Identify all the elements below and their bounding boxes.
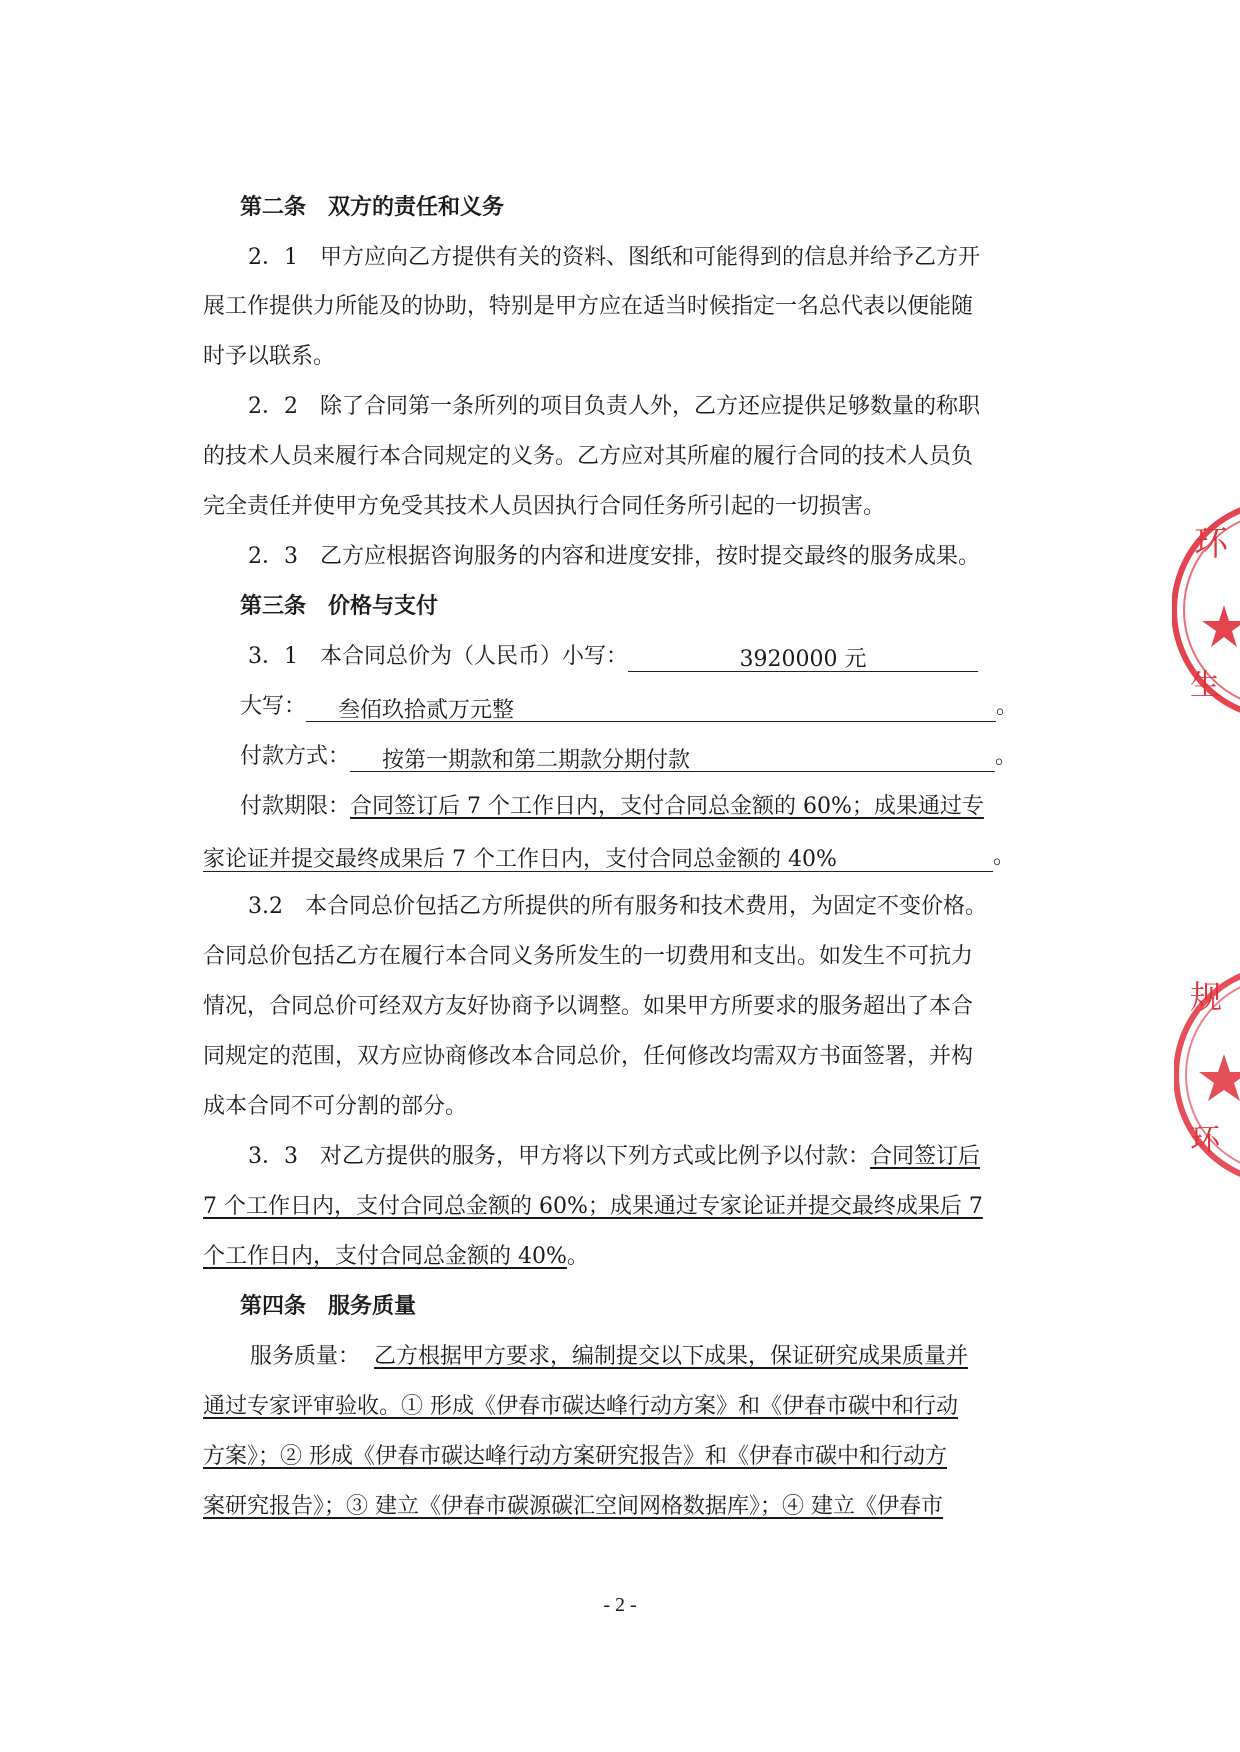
company-seal-top (1172, 485, 1240, 735)
company-seal-bottom (1174, 950, 1240, 1200)
payment-method-label: 付款方式： (240, 744, 351, 769)
paragraph-3-3-underlined: 合同签订后 (870, 1144, 981, 1169)
article4-heading: 第四条 服务质量 (240, 1294, 417, 1319)
capital-amount-label: 大写： (240, 694, 307, 719)
article3-heading: 第三条 价格与支付 (240, 594, 439, 619)
paragraph-2-3: 2．3 乙方应根据咨询服务的内容和进度安排，按时提交最终的服务成果。 (248, 544, 980, 569)
payment-term-end-mark: 。 (993, 844, 1016, 869)
service-quality-line-2: 通过专家评审验收。① 形成《伊春市碳达峰行动方案》和《伊春市碳中和行动 (203, 1394, 958, 1419)
payment-method-value: 按第一期款和第二期款分期付款 (350, 746, 995, 772)
payment-term-text-2: 家论证并提交最终成果后 7 个工作日内，支付合同总金额的 40% (203, 845, 993, 872)
paragraph-3-3-line-3 (203, 1242, 589, 1272)
paragraph-3-3-end-mark: 。 (566, 1244, 589, 1269)
seal-bottom-char-2: 环 (1190, 1123, 1220, 1158)
payment-term-line-1 (240, 792, 984, 822)
paragraph-2-1-line-1: 2．1 甲方应向乙方提供有关的资料、图纸和可能得到的信息并给予乙方开 (248, 245, 980, 270)
page-number: - 2 - (603, 1594, 637, 1616)
seal-top-char-2: 生 (1190, 668, 1220, 703)
service-quality-text-1: 乙方根据甲方要求，编制提交以下成果，保证研究成果质量并 (374, 1344, 969, 1369)
paragraph-2-2-line-2: 的技术人员来履行本合同规定的义务。乙方应对其所雇的履行合同的技术人员负 (203, 444, 974, 469)
payment-term-text-1: 合同签订后 7 个工作日内，支付合同总金额的 60%；成果通过专 (350, 794, 984, 819)
service-quality-line-4: 案研究报告》；③ 建立《伊春市碳源碳汇空间网格数据库》；④ 建立《伊春市 (203, 1494, 943, 1519)
seal-top-char-1: 环 (1194, 524, 1228, 564)
paragraph-3-2-line-1: 3.2 本合同总价包括乙方所提供的所有服务和技术费用，为固定不变价格。 (248, 894, 987, 919)
capital-amount-value: 叁佰玖拾贰万元整 (306, 696, 996, 722)
payment-term-line-2 (203, 842, 1015, 872)
capital-end-mark: 。 (996, 694, 1019, 719)
paragraph-3-3-line-3-text: 个工作日内，支付合同总金额的 40% (203, 1244, 567, 1269)
paragraph-3-2-line-2: 合同总价包括乙方在履行本合同义务所发生的一切费用和支出。如发生不可抗力 (203, 944, 974, 969)
seal-top-graphic (1172, 485, 1240, 735)
payment-method-end-mark: 。 (995, 744, 1018, 769)
paragraph-3-2-line-4: 同规定的范围，双方应协商修改本合同总价，任何修改均需双方书面签署，并构 (203, 1044, 974, 1069)
service-quality-line-1 (250, 1342, 968, 1372)
paragraph-2-2-line-3: 完全责任并使甲方免受其技术人员因执行合同任务所引起的一切损害。 (203, 494, 886, 519)
paragraph-3-3-line-2: 7 个工作日内，支付合同总金额的 60%；成果通过专家论证并提交最终成果后 7 (203, 1194, 983, 1219)
total-price-amount: 3920000 元 (628, 645, 978, 672)
paragraph-3-1 (248, 642, 978, 672)
seal-bottom-char-1: 规 (1190, 978, 1223, 1016)
payment-method-line (240, 742, 1017, 772)
paragraph-3-3-line-1 (248, 1142, 980, 1172)
article2-heading: 第二条 双方的责任和义务 (240, 195, 505, 220)
capital-amount-line (240, 692, 1018, 722)
paragraph-2-1-line-2: 展工作提供力所能及的协助，特别是甲方应在适当时候指定一名总代表以便能随 (203, 294, 974, 319)
paragraph-3-2-line-5: 成本合同不可分割的部分。 (203, 1094, 468, 1119)
payment-term-label: 付款期限： (240, 794, 351, 819)
paragraph-3-2-line-3: 情况，合同总价可经双方友好协商予以调整。如果甲方所要求的服务超出了本合 (203, 994, 974, 1019)
seal-bottom-graphic (1174, 950, 1240, 1200)
paragraph-2-2-line-1: 2．2 除了合同第一条所列的项目负责人外，乙方还应提供足够数量的称职 (248, 394, 980, 419)
paragraph-2-1-line-3: 时予以联系。 (203, 344, 336, 369)
service-quality-line-3: 方案》；② 形成《伊春市碳达峰行动方案研究报告》和《伊春市碳中和行动方 (203, 1444, 947, 1469)
service-quality-label: 服务质量： (250, 1344, 361, 1369)
total-price-label: 3．1 本合同总价为（人民币）小写： (248, 644, 628, 669)
paragraph-3-3-text: 3．3 对乙方提供的服务，甲方将以下列方式或比例予以付款： (248, 1144, 870, 1169)
